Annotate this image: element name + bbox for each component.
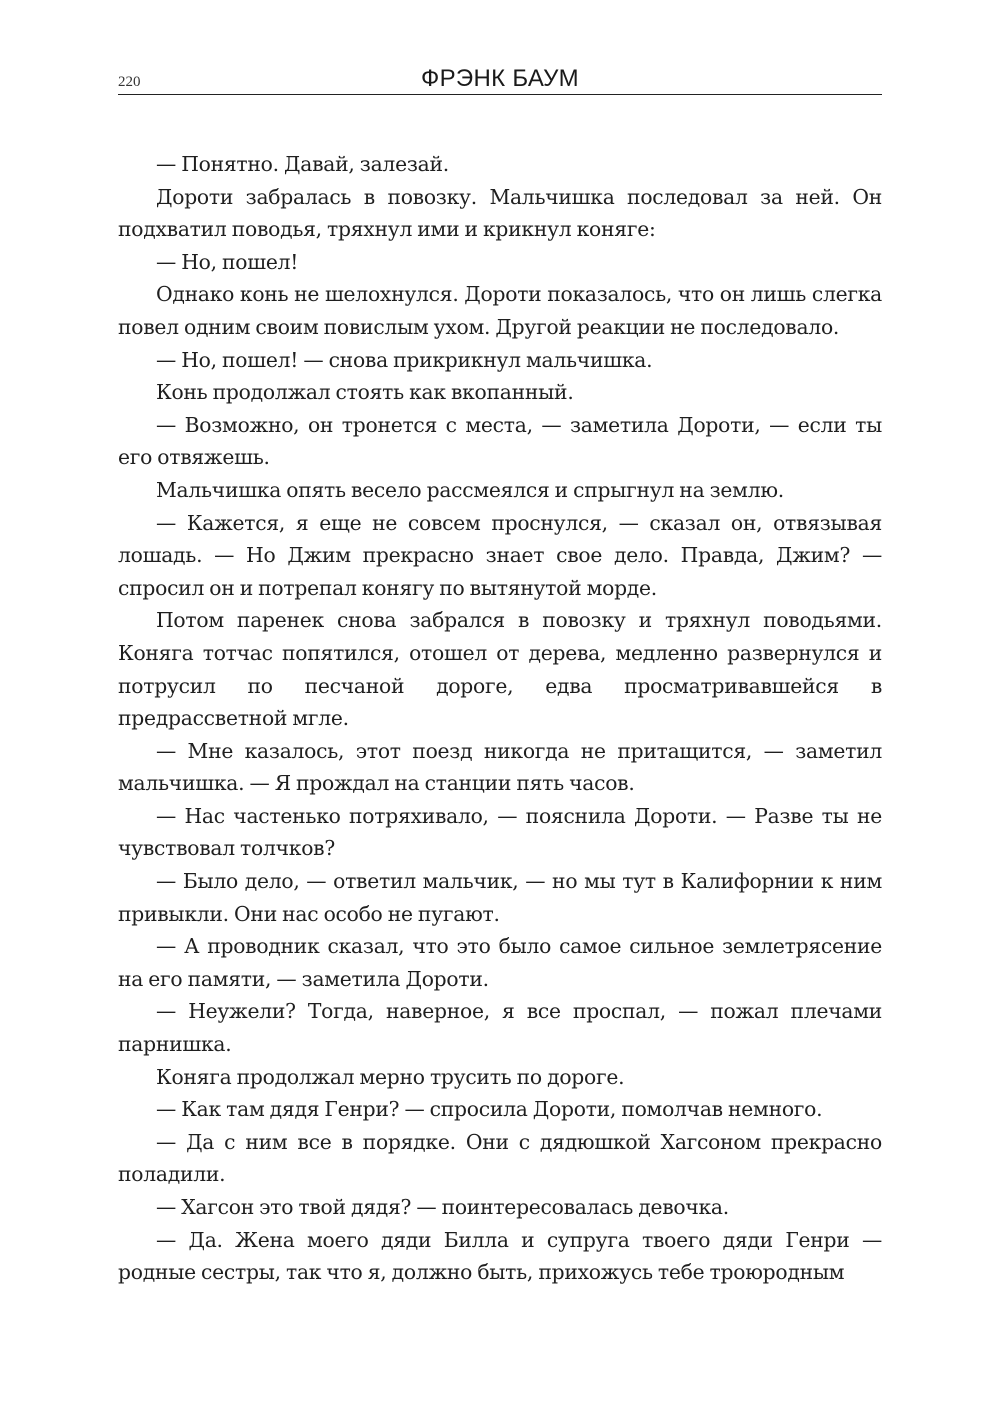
paragraph: — Да с ним все в порядке. Они с дядюшкой Хагсоном прекрасно поладили. [118,1129,882,1187]
paragraph: — Мне казалось, этот поезд никогда не притащится, — заметил мальчишка. — Я прождал на станции пять часов. [118,738,882,796]
paragraph: Однако конь не шелохнулся. Дороти показалось, что он лишь слегка повел одним своим повислым ухом. Другой реакции не последовало. [118,282,882,339]
paragraph: — Кажется, я еще не совсем проснулся, — сказал он, отвязывая лошадь. — Но Джим прекрасно знает свое дело. Правда, Джим? — спросил он и потрепал конягу по вытянутой морде. [118,510,882,600]
paragraph: — Неужели? Тогда, наверное, я все проспал, — пожал плечами парнишка. [118,999,882,1057]
body-text [118,148,882,1289]
paragraph: Конь продолжал стоять как вкопанный. [156,380,574,405]
running-head-author: ФРЭНК БАУМ [421,65,579,92]
paragraph: — А проводник сказал, что это было самое сильное землетрясение на его памяти, — заметила Дороти. [118,934,882,991]
paragraph: Потом паренек снова забрался в повозку и тряхнул поводьями. Коняга тотчас попятился, отошел от дерева, медленно развернулся и потрусил по песчаной дороге, едва просматривавшейся в предрассветной мгле. [118,608,882,731]
paragraph: — Да. Жена моего дяди Билла и супруга твоего дяди Генри — родные сестры, так что я, должно быть, прихожусь тебе троюродным [118,1227,882,1285]
paragraph: — Как там дядя Генри? — спросила Дороти, помолчав немного. [156,1097,823,1122]
paragraph: Мальчишка опять весело рассмеялся и спрыгнул на землю. [156,477,784,502]
paragraph: — Но, пошел! — снова прикрикнул мальчишка. [156,347,653,372]
paragraph: Дороти забралась в повозку. Мальчишка последовал за ней. Он подхватил поводья, тряхнул ими и крикнул коняге: [118,184,882,242]
paragraph: — Понятно. Давай, залезай. [156,152,449,176]
paragraph: — Было дело, — ответил мальчик, — но мы тут в Калифорнии к ним привыкли. Они нас особо не пугают. [118,869,882,926]
paragraph: — Возможно, он тронется с места, — заметила Дороти, — если ты его отвяжешь. [118,412,882,470]
page-header [118,62,882,95]
page-number: 220 [118,74,141,90]
paragraph: Коняга продолжал мерно трусить по дороге. [156,1064,625,1089]
paragraph: — Но, пошел! [156,249,299,274]
paragraph: — Нас частенько потряхивало, — пояснила Дороти. — Разве ты не чувствовал толчков? [118,803,882,861]
paragraph: — Хагсон это твой дядя? — поинтересовалась девочка. [156,1195,729,1219]
